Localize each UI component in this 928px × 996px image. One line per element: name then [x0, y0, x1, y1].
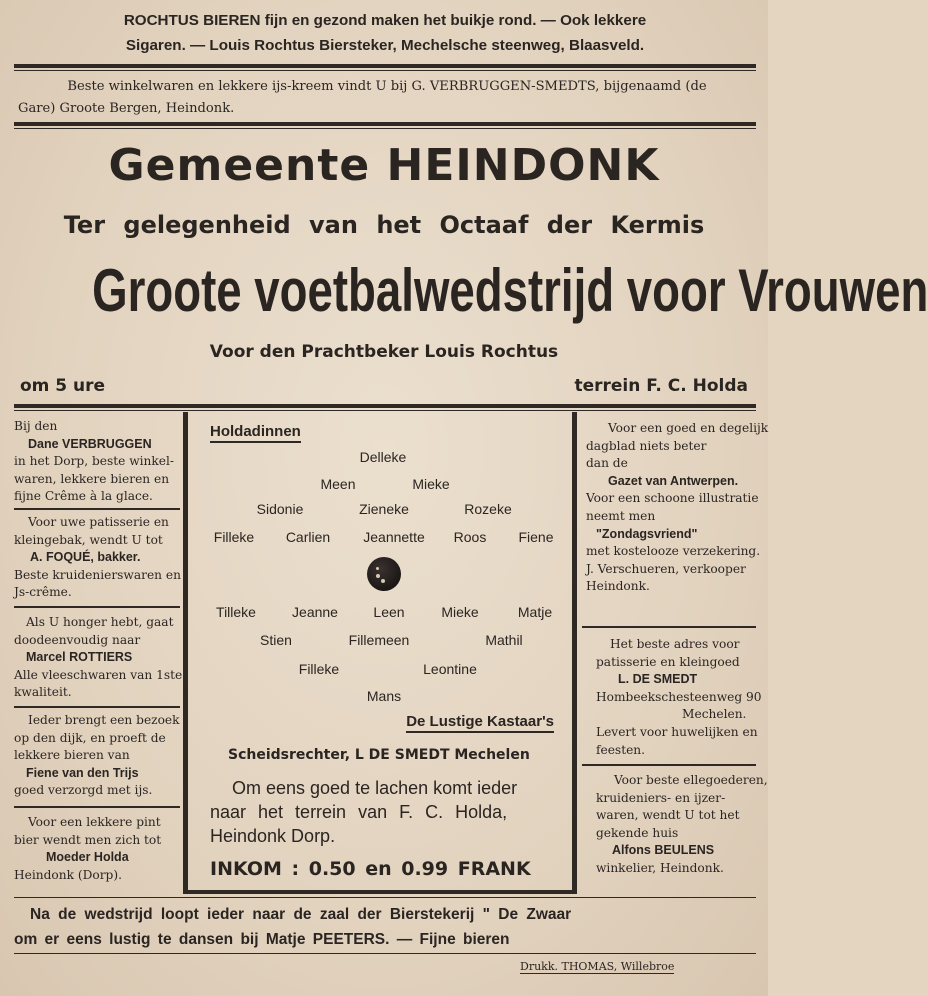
player-away: Fillemeen [348, 632, 410, 648]
poster-headline: Groote voetbalwedstrijd voor Vrouwen [92, 257, 928, 324]
right-ad-desmedt: Het beste adres voor patisserie en kleingoed L. DE SMEDT Hombeekschesteenweg 90 Mechelen. Levert voor huwelijken en feesten. [596, 637, 762, 757]
center-box-left-border [183, 412, 188, 894]
center-box-bottom-border [183, 890, 577, 894]
divider-rule [14, 122, 756, 126]
top-ad-line: Gare) Groote Bergen, Heindonk. [18, 101, 235, 116]
divider-rule [14, 410, 756, 411]
left-ad-fiene: Ieder brengt een bezoek op den dijk, en proeft de lekkere bieren van Fiene van den Trijs goed verzorgd met ijs. [14, 713, 180, 798]
divider-rule [14, 70, 756, 71]
referee: Scheidsrechter, L DE SMEDT Mechelen [228, 747, 530, 763]
right-ad-gazet: Voor een goed en degelijk dagblad niets beter dan de Gazet van Antwerpen. Voor een schoone illustratie neemt men "Zondagsvriend" met kostelooze verzekering. J. Verschueren, verkooper Heindonk. [586, 421, 769, 594]
ad-divider [582, 626, 756, 628]
player-home: Carlien [285, 529, 331, 545]
player-away: Filleke [298, 661, 340, 677]
top-ad-verbruggen [16, 76, 758, 120]
ad-divider [582, 764, 756, 766]
left-ad-foque: Voor uwe patisserie en kleingebak, wendt U tot A. FOQUÉ, bakker. Beste kruidenierswaren en Js-crême. [14, 515, 181, 600]
player-home: Zieneke [359, 501, 409, 517]
player-away: Mathil [485, 632, 523, 648]
team-away-name: De Lustige Kastaar's [406, 713, 554, 733]
player-away: Tilleke [216, 604, 256, 620]
player-away: Matje [517, 604, 553, 620]
poster-prize: Voor den Prachtbeker Louis Rochtus [209, 342, 559, 362]
ad-divider [14, 606, 180, 608]
ad-divider [14, 508, 180, 510]
divider-rule [14, 953, 756, 954]
right-ad-beulens: Voor beste ellegoederen, kruideniers- en ijzer- waren, wendt U tot het gekende huis Alfons BEULENS winkelier, Heindonk. [596, 773, 768, 875]
divider-rule [14, 128, 756, 129]
top-ad-line: ROCHTUS BIEREN fijn en gezond maken het buikje rond. — Ook lekkere [123, 12, 647, 29]
player-home: Jeannette [363, 529, 425, 545]
left-ad-rottiers: Als U honger hebt, gaat doodeenvoudig naar Marcel ROTTIERS Alle vleeschwaren van 1ste kwaliteit. [14, 615, 183, 700]
poster-title: Gemeente HEINDONK [108, 140, 660, 191]
top-ad-line: Beste winkelwaren en lekkere ijs-kreem vindt U bij G. VERBRUGGEN-SMEDTS, bijgenaamd (de [67, 79, 707, 94]
player-away: Leontine [423, 661, 477, 677]
top-ad-rochtus [14, 8, 756, 58]
player-home: Meen [320, 476, 356, 492]
player-home: Sidonie [256, 501, 304, 517]
player-home: Delleke [359, 449, 407, 465]
football-icon [367, 557, 401, 591]
divider-rule [14, 404, 756, 408]
player-away: Mieke [441, 604, 479, 620]
match-time: om 5 ure [20, 376, 106, 396]
entry-price: INKOM : 0.50 en 0.99 FRANK [210, 858, 531, 880]
divider-rule [14, 897, 756, 898]
player-away: Leen [373, 604, 405, 620]
divider-rule [14, 64, 756, 68]
left-ad-verbruggen: Bij den Dane VERBRUGGEN in het Dorp, beste winkel- waren, lekkere bieren en fijne Crême à la glace. [14, 419, 174, 504]
player-home: Mieke [412, 476, 450, 492]
promo-text: Om eens goed te lachen komt ieder naar het terrein van F. C. Holda, Heindonk Dorp. [210, 778, 518, 846]
footer-text: Na de wedstrijd loopt ieder naar de zaal der Bierstekerij " De Zwaar om er eens lustig te dansen bij Matje PEETERS. — Fijne bieren [14, 906, 572, 948]
player-away: Mans [366, 688, 402, 704]
player-away: Stien [260, 632, 292, 648]
player-home: Filleke [213, 529, 255, 545]
printer-credit: Drukk. THOMAS, Willebroe [520, 960, 675, 973]
player-home: Rozeke [464, 501, 512, 517]
poster-subtitle: Ter gelegenheid van het Octaaf der Kermis [63, 211, 705, 239]
left-ad-holda: Voor een lekkere pint bier wendt men zich tot Moeder Holda Heindonk (Dorp). [14, 815, 162, 882]
player-away: Jeanne [292, 604, 338, 620]
ad-divider [14, 706, 180, 708]
ad-divider [14, 806, 180, 808]
match-venue: terrein F. C. Holda [574, 376, 748, 396]
player-home: Roos [453, 529, 487, 545]
center-box-right-border [572, 412, 577, 894]
top-ad-line: Sigaren. — Louis Rochtus Biersteker, Mechelsche steenweg, Blaasveld. [125, 37, 645, 54]
team-home-name: Holdadinnen [210, 423, 301, 443]
player-home: Fiene [518, 529, 554, 545]
